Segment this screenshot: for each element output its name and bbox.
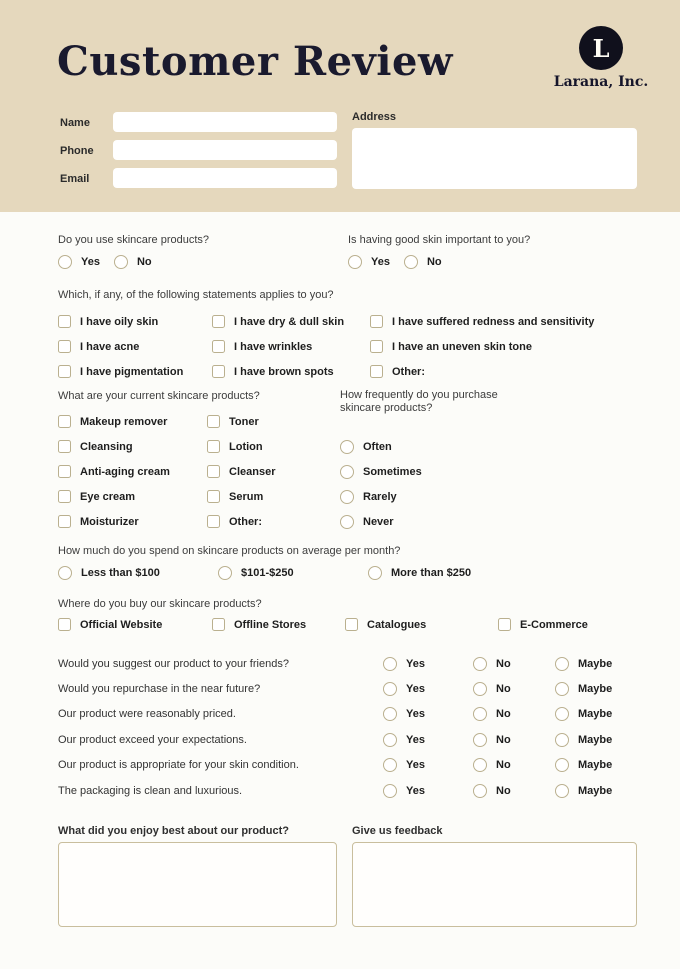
radio[interactable] — [383, 758, 397, 772]
opt-serum[interactable]: Serum — [207, 490, 333, 503]
opt-101-250[interactable]: $101-$250 — [218, 566, 294, 580]
radio[interactable] — [58, 255, 72, 269]
checkbox[interactable] — [498, 618, 511, 631]
question-label: How frequently do you purchase skincare products? — [340, 389, 498, 414]
question-monthly-spend — [58, 545, 638, 586]
radio[interactable] — [473, 682, 487, 696]
radio[interactable] — [383, 707, 397, 721]
checkbox[interactable] — [58, 465, 71, 478]
question-label: Which, if any, of the following statements applies to you? — [58, 289, 334, 301]
opt-packaging-no[interactable]: No — [473, 784, 555, 798]
opt-pigmentation[interactable]: I have pigmentation — [58, 365, 212, 378]
brand-logo — [545, 26, 657, 90]
opt-expectations-no[interactable]: No — [473, 733, 555, 747]
radio[interactable] — [348, 255, 362, 269]
radio[interactable] — [404, 255, 418, 269]
radio[interactable] — [340, 440, 354, 454]
checkbox[interactable] — [207, 465, 220, 478]
opt-offline-stores[interactable]: Offline Stores — [212, 618, 306, 631]
opt-lotion[interactable]: Lotion — [207, 440, 333, 453]
opt-redness-sensitivity[interactable]: I have suffered redness and sensitivity — [370, 315, 638, 328]
opt-anti-aging-cream[interactable]: Anti-aging cream — [58, 465, 207, 478]
question-label: Where do you buy our skincare products? — [58, 598, 262, 610]
checkbox[interactable] — [58, 340, 71, 353]
radio[interactable] — [555, 784, 569, 798]
checkbox[interactable] — [58, 618, 71, 631]
checkbox[interactable] — [207, 415, 220, 428]
checkbox[interactable] — [207, 490, 220, 503]
opt-dry-dull-skin[interactable]: I have dry & dull skin — [212, 315, 370, 328]
address-label: Address — [352, 111, 397, 123]
address-input[interactable] — [352, 128, 637, 189]
feedback-textarea[interactable] — [352, 842, 637, 927]
enjoy-best-label: What did you enjoy best about our product? — [58, 825, 289, 837]
opt-catalogues[interactable]: Catalogues — [345, 618, 426, 631]
question-label: How much do you spend on skincare products on average per month? — [58, 545, 401, 557]
radio[interactable] — [555, 657, 569, 671]
email-label: Email — [60, 173, 90, 185]
radio[interactable] — [473, 784, 487, 798]
radio[interactable] — [218, 566, 232, 580]
opt-priced-yes[interactable]: Yes — [383, 707, 473, 721]
opt-less-100[interactable]: Less than $100 — [58, 566, 160, 580]
radio[interactable] — [368, 566, 382, 580]
opt-uneven-skin-tone[interactable]: I have an uneven skin tone — [370, 340, 638, 353]
name-label: Name — [60, 117, 90, 129]
opt-suggest-maybe[interactable]: Maybe — [555, 657, 638, 671]
frequency-options — [340, 434, 535, 534]
phone-input[interactable] — [113, 140, 337, 160]
opt-never[interactable]: Never — [340, 515, 535, 529]
rating-question: Would you repurchase in the near future? — [58, 683, 261, 696]
question-label: Do you use skincare products? — [58, 234, 210, 246]
opt-more-250[interactable]: More than $250 — [368, 566, 471, 580]
checkbox[interactable] — [58, 365, 71, 378]
checkbox[interactable] — [58, 415, 71, 428]
opt-e-commerce[interactable]: E-Commerce — [498, 618, 588, 631]
question-purchase-place — [58, 598, 638, 638]
checkbox[interactable] — [345, 618, 358, 631]
rating-question: Would you suggest our product to your friends? — [58, 657, 289, 670]
rating-question: Our product exceed your expectations. — [58, 733, 247, 746]
checkbox[interactable] — [212, 618, 225, 631]
opt-eye-cream[interactable]: Eye cream — [58, 490, 207, 503]
checkbox[interactable] — [207, 515, 220, 528]
opt-cleansing[interactable]: Cleansing — [58, 440, 207, 453]
opt-packaging-yes[interactable]: Yes — [383, 784, 473, 798]
radio[interactable] — [473, 657, 487, 671]
logo-letter: L — [592, 33, 610, 63]
checkbox[interactable] — [212, 340, 225, 353]
email-input[interactable] — [113, 168, 337, 188]
opt-goodskin-no[interactable]: No — [404, 255, 442, 269]
opt-brown-spots[interactable]: I have brown spots — [212, 365, 370, 378]
opt-suggest-yes[interactable]: Yes — [383, 657, 473, 671]
opt-packaging-maybe[interactable]: Maybe — [555, 784, 638, 798]
opt-goodskin-yes[interactable]: Yes — [348, 255, 390, 269]
header — [0, 0, 680, 212]
opt-suggest-no[interactable]: No — [473, 657, 555, 671]
radio[interactable] — [473, 707, 487, 721]
opt-repurchase-no[interactable]: No — [473, 682, 555, 696]
opt-repurchase-yes[interactable]: Yes — [383, 682, 473, 696]
feedback-label: Give us feedback — [352, 825, 443, 837]
opt-moisturizer[interactable]: Moisturizer — [58, 515, 207, 528]
radio[interactable] — [58, 566, 72, 580]
logo-icon — [579, 26, 623, 70]
question-good-skin — [348, 234, 530, 269]
question-statements — [58, 289, 638, 384]
checkbox[interactable] — [207, 440, 220, 453]
checkbox[interactable] — [212, 315, 225, 328]
checkbox[interactable] — [370, 365, 383, 378]
question-purchase-frequency — [340, 389, 535, 534]
opt-often[interactable]: Often — [340, 440, 535, 454]
opt-priced-no[interactable]: No — [473, 707, 555, 721]
opt-wrinkles[interactable]: I have wrinkles — [212, 340, 370, 353]
radio[interactable] — [383, 733, 397, 747]
enjoy-best-textarea[interactable] — [58, 842, 337, 927]
question-use-products — [58, 234, 209, 269]
radio[interactable] — [555, 707, 569, 721]
radio[interactable] — [555, 682, 569, 696]
checkbox[interactable] — [370, 315, 383, 328]
radio[interactable] — [340, 465, 354, 479]
radio[interactable] — [473, 733, 487, 747]
opt-appropriate-no[interactable]: No — [473, 758, 555, 772]
rating-question: Our product is appropriate for your skin condition. — [58, 759, 299, 772]
radio[interactable] — [383, 784, 397, 798]
opt-toner[interactable]: Toner — [207, 415, 333, 428]
question-label: Is having good skin important to you? — [348, 234, 531, 246]
opt-products-other[interactable]: Other: — [207, 515, 333, 528]
opt-cleanser[interactable]: Cleanser — [207, 465, 333, 478]
opt-appropriate-yes[interactable]: Yes — [383, 758, 473, 772]
name-input[interactable] — [113, 112, 337, 132]
current-products-grid — [58, 409, 333, 534]
checkbox[interactable] — [58, 315, 71, 328]
radio[interactable] — [340, 515, 354, 529]
opt-sometimes[interactable]: Sometimes — [340, 465, 535, 479]
page-title: Customer Review — [57, 38, 453, 85]
opt-use-yes[interactable]: Yes — [58, 255, 100, 269]
opt-expectations-yes[interactable]: Yes — [383, 733, 473, 747]
radio[interactable] — [114, 255, 128, 269]
statements-grid — [58, 309, 638, 384]
checkbox[interactable] — [58, 490, 71, 503]
radio[interactable] — [555, 733, 569, 747]
checkbox[interactable] — [58, 440, 71, 453]
brand-name: Larana, Inc. — [553, 74, 649, 90]
opt-appropriate-maybe[interactable]: Maybe — [555, 758, 638, 772]
radio[interactable] — [555, 758, 569, 772]
opt-expectations-maybe[interactable]: Maybe — [555, 733, 638, 747]
phone-label: Phone — [60, 145, 94, 157]
spend-options — [58, 566, 638, 586]
opt-acne[interactable]: I have acne — [58, 340, 212, 353]
radio[interactable] — [383, 682, 397, 696]
checkbox[interactable] — [370, 340, 383, 353]
checkbox[interactable] — [212, 365, 225, 378]
radio[interactable] — [383, 657, 397, 671]
opt-priced-maybe[interactable]: Maybe — [555, 707, 638, 721]
rating-grid — [58, 651, 638, 803]
opt-use-no[interactable]: No — [114, 255, 152, 269]
question-label: What are your current skincare products? — [58, 390, 260, 402]
opt-repurchase-maybe[interactable]: Maybe — [555, 682, 638, 696]
opt-official-website[interactable]: Official Website — [58, 618, 162, 631]
radio[interactable] — [340, 490, 354, 504]
question-current-products — [58, 390, 333, 534]
opt-makeup-remover[interactable]: Makeup remover — [58, 415, 207, 428]
place-options — [58, 618, 638, 638]
opt-statements-other[interactable]: Other: — [370, 365, 638, 378]
radio[interactable] — [473, 758, 487, 772]
opt-oily-skin[interactable]: I have oily skin — [58, 315, 212, 328]
rating-question: Our product were reasonably priced. — [58, 708, 236, 721]
rating-question: The packaging is clean and luxurious. — [58, 784, 243, 797]
checkbox[interactable] — [58, 515, 71, 528]
opt-rarely[interactable]: Rarely — [340, 490, 535, 504]
